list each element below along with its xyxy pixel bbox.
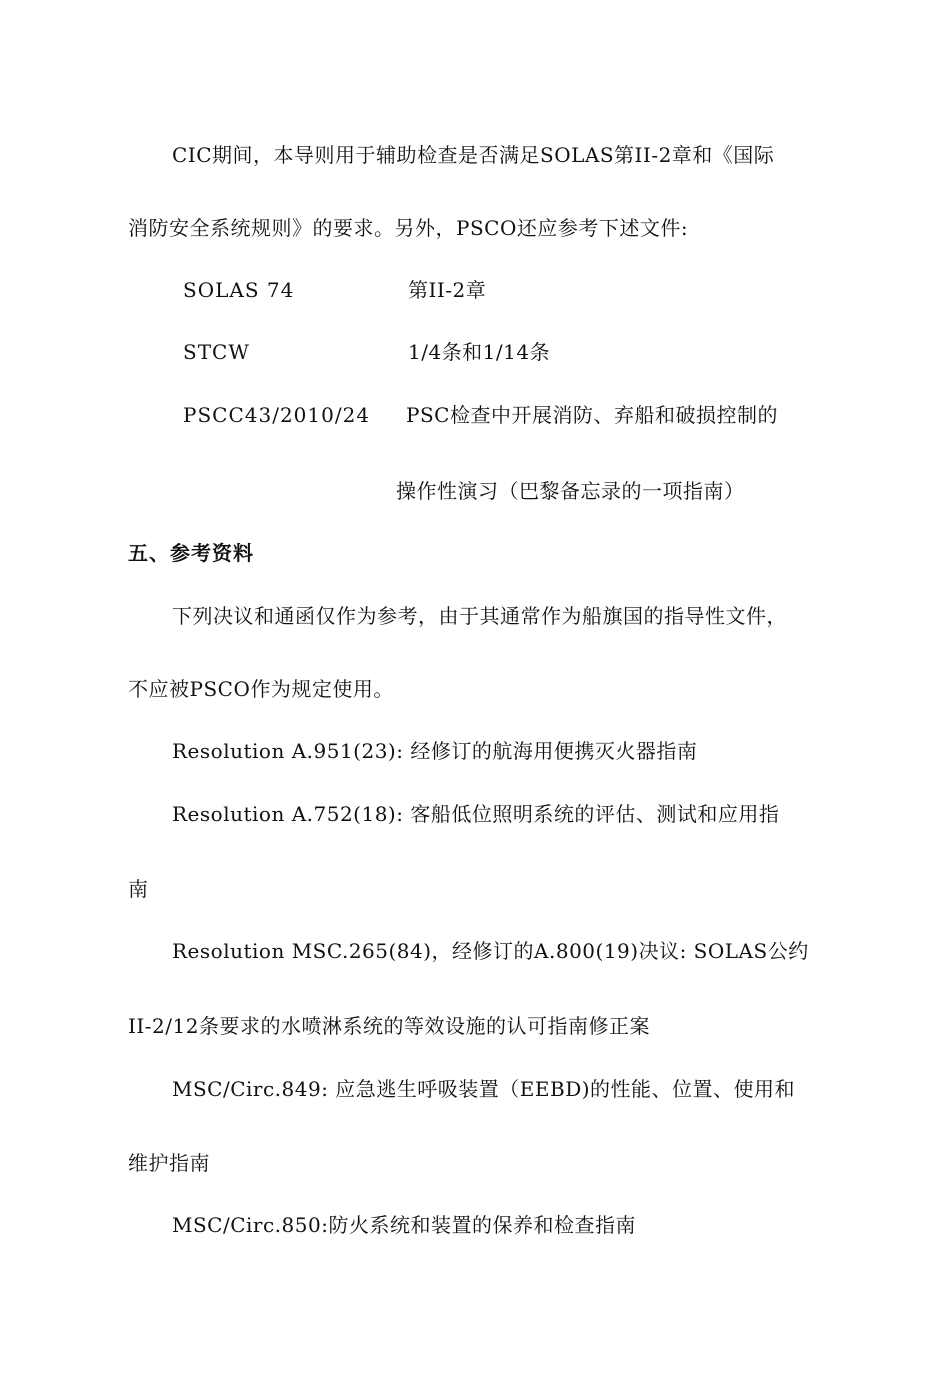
reference-item: Resolution MSC.265(84)，经修订的A.800(19)决议: SOLAS公约 — [172, 939, 809, 963]
reference-item-cont: 维护指南 — [128, 1151, 210, 1175]
reference-item: MSC/Circ.849: 应急逃生呼吸装置（EEBD)的性能、位置、使用和 — [172, 1077, 796, 1101]
doc-desc-pscc-cont: 操作性演习（巴黎备忘录的一项指南） — [396, 479, 745, 503]
intro-line-1: CIC期间，本导则用于辅助检查是否满足SOLAS第II-2章和《国际 — [172, 143, 775, 167]
reference-item: MSC/Circ.850:防火系统和装置的保养和检查指南 — [172, 1213, 636, 1237]
doc-code-stcw: STCW — [183, 340, 250, 364]
section-intro-line-2: 不应被PSCO作为规定使用。 — [128, 677, 394, 701]
doc-code-pscc: PSCC43/2010/24 — [183, 403, 371, 427]
reference-item: Resolution A.752(18): 客船低位照明系统的评估、测试和应用指 — [172, 802, 780, 826]
reference-item: Resolution A.951(23): 经修订的航海用便携灭火器指南 — [172, 739, 698, 763]
section-heading: 五、参考资料 — [128, 541, 254, 565]
doc-desc-stcw: 1/4条和1/14条 — [408, 340, 551, 364]
section-intro-line-1: 下列决议和通函仅作为参考，由于其通常作为船旗国的指导性文件， — [172, 604, 787, 628]
reference-item-cont: 南 — [128, 877, 149, 901]
intro-line-2: 消防安全系统规则》的要求。另外，PSCO还应参考下述文件: — [128, 216, 689, 240]
doc-desc-pscc: PSC检查中开展消防、弃船和破损控制的 — [406, 403, 778, 427]
reference-item-cont: II-2/12条要求的水喷淋系统的等效设施的认可指南修正案 — [128, 1014, 650, 1038]
doc-desc-solas: 第II-2章 — [408, 278, 487, 302]
doc-code-solas: SOLAS 74 — [183, 278, 295, 302]
